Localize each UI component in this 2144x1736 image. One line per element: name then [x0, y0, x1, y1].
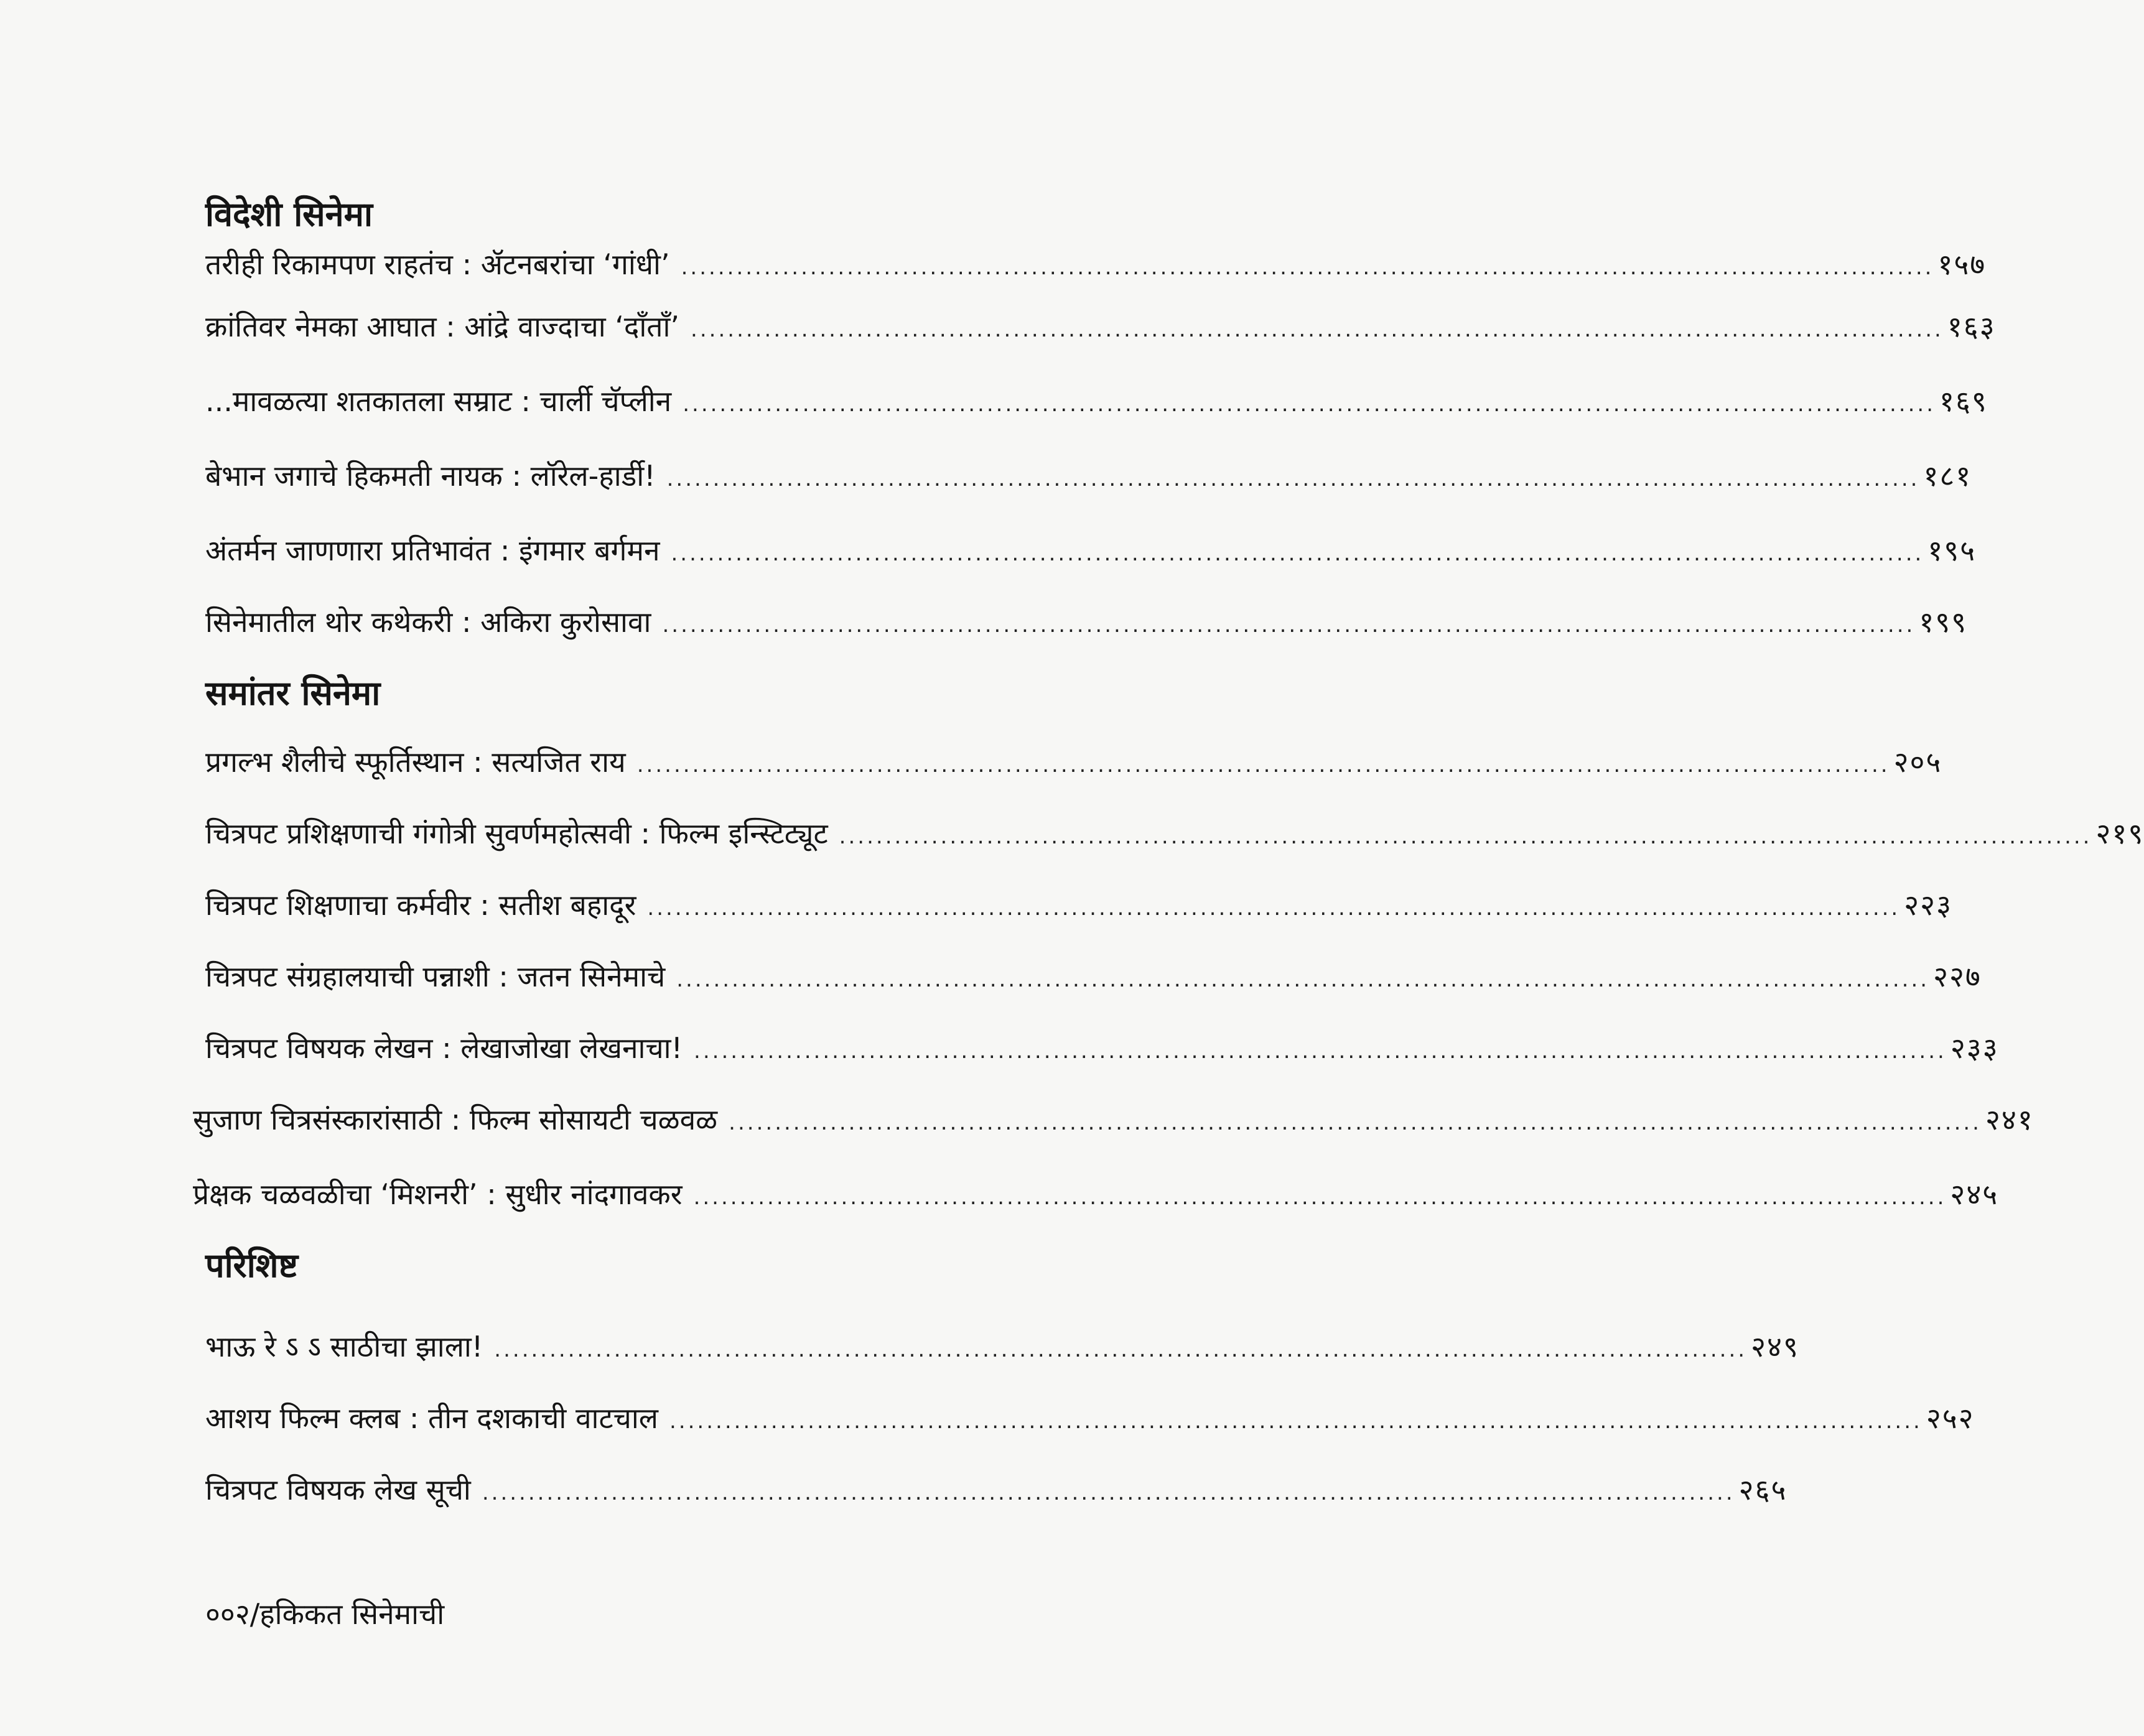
section-heading-samantar: समांतर सिनेमा [205, 674, 381, 713]
toc-entry-title: प्रेक्षक चळवळीचा ‘मिशनरी’ : सुधीर नांदगावकर [193, 1177, 683, 1211]
toc-entry-page: २४५ [1950, 1177, 1999, 1211]
toc-entry-page: २२७ [1933, 960, 1982, 993]
leader-dots: ........................................................................................................................................ [839, 824, 2092, 849]
toc-entry [205, 1468, 1787, 1511]
leader-dots: ........................................................................................................................................ [669, 1409, 1923, 1434]
leader-dots: ........................................................................................................................................ [683, 392, 1936, 417]
toc-entry [205, 883, 1953, 927]
leader-dots: ........................................................................................................................................ [666, 466, 1920, 491]
toc-entry-title: सुजाण चित्रसंस्कारांसाठी : फिल्म सोसायटी चळवळ [193, 1103, 718, 1136]
toc-entry [205, 529, 1977, 572]
toc-entry [205, 243, 1987, 286]
toc-entry-page: १९९ [1919, 605, 1968, 639]
toc-entry [205, 955, 1982, 998]
toc-entry [205, 1325, 1799, 1368]
toc-entry-page: १५७ [1937, 248, 1987, 281]
toc-entry-page: २६५ [1738, 1473, 1787, 1506]
toc-entry-page: २३३ [1950, 1031, 1999, 1065]
section-heading-videshi: विदेशी सिनेमा [205, 195, 373, 234]
toc-entry [205, 454, 1972, 498]
toc-entry-title: आशय फिल्म क्लब : तीन दशकाची वाटचाल [205, 1401, 658, 1435]
leader-dots: ........................................................................................................................................ [662, 613, 1916, 638]
toc-entry-page: २५२ [1926, 1401, 1975, 1435]
leader-dots: ........................................................................................................................................ [694, 1039, 1947, 1064]
toc-entry-page: २१९ [2095, 817, 2144, 850]
toc-entry-page: २४९ [1751, 1330, 1799, 1363]
leader-dots: ........................................................................................................................................ [676, 967, 1930, 992]
toc-entry [205, 812, 2144, 855]
toc-entry [205, 1026, 1999, 1070]
toc-entry-title: चित्रपट संग्रहालयाची पन्नाशी : जतन सिनेमाचे [205, 960, 666, 993]
toc-entry-page: १९५ [1927, 534, 1977, 567]
toc-entry-title: ...मावळत्या शतकातला सम्राट : चार्ली चॅप्लीन [205, 384, 672, 418]
leader-dots: ........................................................................................................................................ [691, 317, 1944, 342]
leader-dots: ........................................................................................................................................ [647, 896, 1901, 921]
toc-entry-page: १६३ [1947, 310, 1996, 343]
toc-entry [205, 1396, 1975, 1440]
toc-entry [205, 379, 1988, 423]
toc-entry-title: भाऊ रे ऽ ऽ साठीचा झाला! [205, 1330, 483, 1363]
toc-entry [193, 1172, 1999, 1216]
toc-entry-title: सिनेमातील थोर कथेकरी : अकिरा कुरोसावा [205, 605, 651, 639]
leader-dots: ........................................................................................................................................ [693, 1185, 1947, 1210]
toc-entry [205, 305, 1996, 348]
toc-entry-title: चित्रपट शिक्षणाचा कर्मवीर : सतीश बहादूर [205, 888, 636, 922]
toc-entry [205, 600, 1968, 644]
toc-entry-title: अंतर्मन जाणणारा प्रतिभावंत : इंगमार बर्गमन [205, 534, 660, 567]
toc-entry-title: प्रगल्भ शैलीचे स्फूर्तिस्थान : सत्यजित राय [205, 745, 626, 779]
leader-dots: ........................................................................................................................................ [636, 753, 1890, 777]
toc-entry [193, 1098, 2034, 1141]
toc-entry-title: तरीही रिकामपण राहतंच : ॲटनबरांचा ‘गांधी’ [205, 248, 670, 281]
leader-dots: ........................................................................................................................................ [494, 1337, 1748, 1362]
toc-entry-page: २२३ [1904, 888, 1953, 922]
leader-dots: ........................................................................................................................................ [681, 255, 1934, 280]
page-footer: ००२/हकिकत सिनेमाची [205, 1597, 445, 1631]
toc-entry [205, 740, 1942, 784]
toc-entry-title: बेभान जगाचे हिकमती नायक : लॉरेल-हार्डी! [205, 459, 656, 493]
leader-dots: ........................................................................................................................................ [671, 541, 1924, 566]
toc-entry-page: २४१ [1985, 1103, 2034, 1136]
toc-entry-page: १८१ [1923, 459, 1972, 493]
leader-dots: ........................................................................................................................................ [729, 1110, 1982, 1135]
leader-dots: ........................................................................................................................................ [482, 1480, 1735, 1505]
toc-entry-title: क्रांतिवर नेमका आघात : आंद्रे वाज्दाचा ‘दाँताँ’ [205, 310, 680, 343]
toc-entry-title: चित्रपट विषयक लेख सूची [205, 1473, 471, 1506]
section-heading-parishishta: परिशिष्ट [205, 1246, 298, 1285]
toc-entry-title: चित्रपट विषयक लेखन : लेखाजोखा लेखनाचा! [205, 1031, 683, 1065]
toc-entry-page: १६९ [1939, 384, 1988, 418]
toc-entry-title: चित्रपट प्रशिक्षणाची गंगोत्री सुवर्णमहोत्सवी : फिल्म इन्स्टिट्यूट [205, 817, 828, 850]
toc-entry-page: २०५ [1893, 745, 1942, 779]
